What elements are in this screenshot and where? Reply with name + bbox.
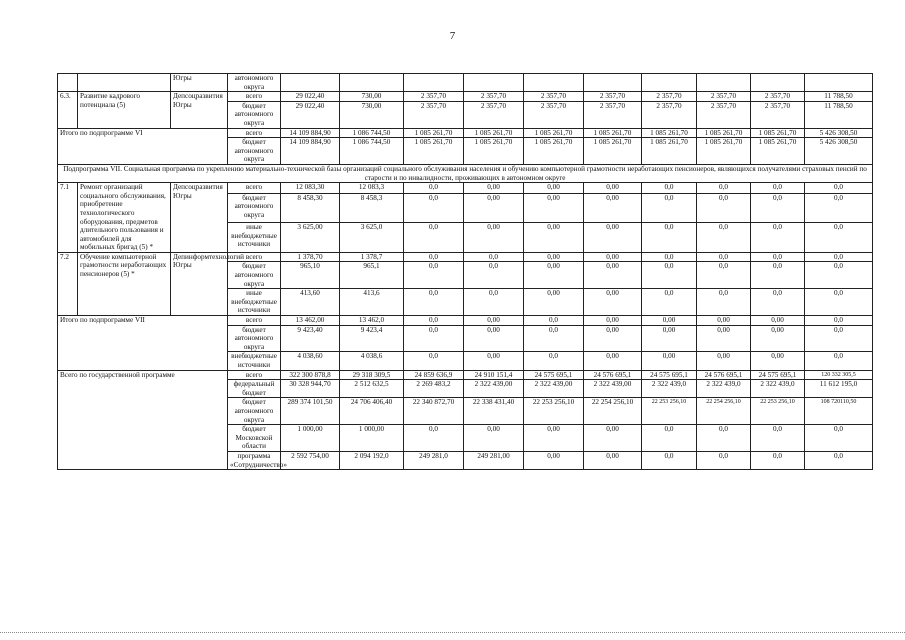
table-cell: 4 038,6	[340, 352, 404, 370]
table-cell: 0,0	[805, 252, 873, 262]
table-cell: 8 458,30	[281, 193, 340, 223]
table-cell: 24 575 695,1	[751, 370, 805, 380]
table-cell: 2 357,70	[404, 101, 464, 128]
table-cell: иные внебюджетные источники	[228, 223, 281, 253]
table-cell: 0,00	[584, 183, 642, 194]
table-cell: 2 357,70	[751, 101, 805, 128]
table-cell: 2 322 439,0	[697, 380, 751, 398]
table-row	[58, 74, 873, 92]
table-cell: 0,00	[642, 325, 697, 352]
table-cell: 0,0	[642, 223, 697, 253]
table-cell	[404, 74, 464, 92]
table-cell: 1 378,7	[340, 252, 404, 262]
table-cell: 0,0	[404, 252, 464, 262]
table-cell: 29 022,40	[281, 92, 340, 102]
table-cell: 2 357,70	[464, 92, 524, 102]
table-cell: 0,00	[751, 352, 805, 370]
table-cell: 289 374 101,50	[281, 398, 340, 425]
table-cell: Депсоцразвития Югры	[171, 183, 228, 253]
table-cell: 29 022,40	[281, 101, 340, 128]
table-cell: Подпрограмма VII. Социальная программа по укреплению материально-технической базы организаций социального обслуживания населения и обучению компьютерной грамотности неработающих пенсионеров, являющихся получателями страховых пенсий по старости и по инвалидности, проживающих в автономном округе	[58, 164, 873, 182]
table-cell: Всего по государственной программе	[58, 370, 228, 470]
table-cell: 22 254 256,10	[584, 398, 642, 425]
table-cell: 2 357,70	[404, 92, 464, 102]
table-cell: 22 253 256,10	[642, 398, 697, 425]
table-cell: 0,00	[697, 316, 751, 326]
table-cell: бюджет автономного округа	[228, 138, 281, 165]
table-cell: 0,00	[584, 325, 642, 352]
table-cell: 2 357,70	[584, 92, 642, 102]
table-cell: 24 576 695,1	[697, 370, 751, 380]
table-cell	[524, 74, 584, 92]
table-cell: 1 085 261,70	[464, 138, 524, 165]
table-cell: 1 085 261,70	[642, 138, 697, 165]
table-cell: 8 458,3	[340, 193, 404, 223]
table-cell: 1 085 261,70	[697, 128, 751, 138]
table-cell: 0,00	[642, 352, 697, 370]
table-cell: 2 322 439,00	[584, 380, 642, 398]
table-cell: 0,0	[697, 262, 751, 289]
table-cell: 0,00	[584, 289, 642, 316]
table-cell: 249 281,0	[404, 451, 464, 469]
table-cell: 0,0	[642, 451, 697, 469]
table-cell: всего	[228, 316, 281, 326]
table-cell: 3 625,0	[340, 223, 404, 253]
table-cell: 0,0	[464, 252, 524, 262]
table-cell: 0,0	[751, 193, 805, 223]
table-cell: 0,0	[642, 183, 697, 194]
table-cell	[340, 74, 404, 92]
table-cell	[584, 74, 642, 92]
table-cell: 0,00	[697, 352, 751, 370]
table-cell: 11 788,50	[805, 101, 873, 128]
table-cell: 0,0	[404, 262, 464, 289]
table-cell: 0,0	[805, 193, 873, 223]
table-cell: 6.3.	[58, 92, 78, 128]
table-cell: всего	[228, 370, 281, 380]
table-cell: 22 338 431,40	[464, 398, 524, 425]
table-cell: 0,0	[524, 325, 584, 352]
table-cell: 2 357,70	[642, 92, 697, 102]
table-cell: 249 281,00	[464, 451, 524, 469]
table-cell: 120 332 305,5	[805, 370, 873, 380]
table-cell: автономного округа	[228, 74, 281, 92]
table-cell: 22 253 256,10	[524, 398, 584, 425]
table-cell	[58, 74, 78, 92]
table-cell: 0,0	[642, 252, 697, 262]
table-cell: 0,0	[642, 193, 697, 223]
table-cell: 22 253 256,10	[751, 398, 805, 425]
table-cell: 0,00	[524, 425, 584, 452]
table-cell: 0,00	[524, 262, 584, 289]
table-cell: 0,0	[697, 252, 751, 262]
table-cell: 0,0	[404, 223, 464, 253]
table-cell: внебюджетные источники	[228, 352, 281, 370]
table-cell: 24 910 151,4	[464, 370, 524, 380]
table-cell: федеральный бюджет	[228, 380, 281, 398]
table-cell: 0,0	[642, 289, 697, 316]
table-cell: 0,00	[524, 252, 584, 262]
table-row	[58, 183, 873, 194]
scan-edge-line	[0, 632, 905, 633]
table-cell: 2 357,70	[524, 92, 584, 102]
table-cell: 2 592 754,00	[281, 451, 340, 469]
table-cell: 2 269 483,2	[404, 380, 464, 398]
table-cell: 5 426 308,50	[805, 138, 873, 165]
table-row	[58, 164, 873, 182]
table-cell: 0,0	[805, 316, 873, 326]
table-cell: 24 706 406,40	[340, 398, 404, 425]
table-cell: 413,60	[281, 289, 340, 316]
table-cell: 0,00	[464, 223, 524, 253]
table-cell	[642, 74, 697, 92]
table-cell: 0,0	[404, 183, 464, 194]
page-number: 7	[449, 30, 456, 42]
table-cell: 11 612 195,0	[805, 380, 873, 398]
table-cell: 730,00	[340, 101, 404, 128]
table-cell: 1 085 261,70	[697, 138, 751, 165]
table-row	[58, 92, 873, 102]
table-cell: 9 423,4	[340, 325, 404, 352]
table-cell: 22 340 872,70	[404, 398, 464, 425]
table-cell: 0,0	[464, 262, 524, 289]
table-cell: 0,0	[751, 262, 805, 289]
table-cell: программа «Сотрудничество»	[228, 451, 281, 469]
table-cell: 0,0	[751, 252, 805, 262]
table-cell: 2 357,70	[524, 101, 584, 128]
table-cell: 0,0	[524, 352, 584, 370]
table-cell: Обучение компьютерной грамотности неработающих пенсионеров (5) *	[78, 252, 171, 315]
table-cell: 0,0	[805, 425, 873, 452]
table-row	[58, 316, 873, 326]
table-cell: 12 083,3	[340, 183, 404, 194]
table-cell: 13 462,00	[281, 316, 340, 326]
table-cell: 0,0	[642, 425, 697, 452]
table-cell: 2 357,70	[697, 92, 751, 102]
table-cell: 2 357,70	[751, 92, 805, 102]
table-cell: 22 254 256,10	[697, 398, 751, 425]
table-cell: 2 322 439,00	[524, 380, 584, 398]
table-cell: бюджет автономного округа	[228, 325, 281, 352]
table-cell: 0,0	[524, 316, 584, 326]
table-cell: 0,00	[584, 425, 642, 452]
table-cell: 13 462,0	[340, 316, 404, 326]
table-cell: 0,00	[524, 183, 584, 194]
table-cell: 0,00	[751, 325, 805, 352]
table-cell: 0,0	[805, 183, 873, 194]
table-cell: 1 085 261,70	[404, 138, 464, 165]
table-cell: 1 086 744,50	[340, 128, 404, 138]
table-cell: 0,00	[584, 193, 642, 223]
table-cell: 2 357,70	[697, 101, 751, 128]
table-cell: 2 322 439,0	[751, 380, 805, 398]
table-cell: 0,00	[584, 451, 642, 469]
table-cell: 0,00	[584, 252, 642, 262]
table-cell: бюджет автономного округа	[228, 262, 281, 289]
table-cell: 1 085 261,70	[404, 128, 464, 138]
table-cell: 2 322 439,00	[464, 380, 524, 398]
table-cell: 0,0	[751, 289, 805, 316]
table-cell: всего	[228, 128, 281, 138]
table-cell: 24 575 695,1	[524, 370, 584, 380]
table-cell: 5 426 308,50	[805, 128, 873, 138]
table-cell: 29 318 309,5	[340, 370, 404, 380]
table-cell: 0,00	[697, 325, 751, 352]
table-cell	[697, 74, 751, 92]
table-cell: всего	[228, 252, 281, 262]
table-cell	[281, 74, 340, 92]
table-cell: 108 720110,50	[805, 398, 873, 425]
table-cell: 1 085 261,70	[584, 138, 642, 165]
table-cell: 0,0	[751, 425, 805, 452]
table-cell: 24 575 695,1	[642, 370, 697, 380]
table-cell: 0,0	[697, 183, 751, 194]
table-cell	[78, 74, 171, 92]
table-cell: 1 378,70	[281, 252, 340, 262]
table-cell: 1 085 261,70	[524, 138, 584, 165]
table-cell: 322 300 878,8	[281, 370, 340, 380]
table-cell: 0,00	[584, 352, 642, 370]
table-cell: 413,6	[340, 289, 404, 316]
table-cell: 0,0	[805, 262, 873, 289]
table-cell: всего	[228, 92, 281, 102]
table-cell: 3 625,00	[281, 223, 340, 253]
table-cell: 14 109 884,90	[281, 138, 340, 165]
table-cell: 2 357,70	[642, 101, 697, 128]
table-cell: 0,0	[404, 289, 464, 316]
table-cell: 0,00	[584, 223, 642, 253]
table-cell: 0,00	[464, 325, 524, 352]
table-cell: 0,00	[524, 289, 584, 316]
table-cell: 1 086 744,50	[340, 138, 404, 165]
table-cell: 0,0	[697, 451, 751, 469]
table-cell: 0,00	[464, 183, 524, 194]
table-cell: 1 085 261,70	[524, 128, 584, 138]
table-cell: 4 038,60	[281, 352, 340, 370]
table-cell: 0,00	[751, 316, 805, 326]
table-cell: 1 085 261,70	[751, 138, 805, 165]
table-cell: 2 322 439,0	[642, 380, 697, 398]
table-cell: 30 328 944,70	[281, 380, 340, 398]
table-cell: 0,00	[524, 193, 584, 223]
table-cell: 7.1	[58, 183, 78, 253]
table-row	[58, 370, 873, 380]
table-cell: всего	[228, 183, 281, 194]
table-cell: 2 357,70	[584, 101, 642, 128]
table-cell: 0,0	[697, 193, 751, 223]
table-cell: 1 085 261,70	[751, 128, 805, 138]
table-cell: 14 109 884,90	[281, 128, 340, 138]
table-cell: 0,0	[404, 325, 464, 352]
table-cell: 1 085 261,70	[642, 128, 697, 138]
table-cell: 2 357,70	[464, 101, 524, 128]
table-cell: Депсоцразвития Югры	[171, 92, 228, 128]
table-cell: 0,0	[697, 425, 751, 452]
table-cell: Югры	[171, 74, 228, 92]
table-cell: 0,0	[805, 451, 873, 469]
table-cell: 0,0	[404, 352, 464, 370]
table-cell: 0,00	[524, 223, 584, 253]
table-cell: 7.2	[58, 252, 78, 315]
table-cell: 0,00	[464, 352, 524, 370]
table-cell: 0,0	[805, 325, 873, 352]
table-cell: 0,00	[464, 316, 524, 326]
table-cell	[751, 74, 805, 92]
table-cell: 0,0	[464, 289, 524, 316]
table-cell: 1 000,00	[340, 425, 404, 452]
table-cell: 1 000,00	[281, 425, 340, 452]
table-cell: 11 788,50	[805, 92, 873, 102]
table-cell: Ремонт организаций социального обслуживания, приобретение технологического оборудования, предметов длительного пользования и автомобилей для мобильных бригад (5) *	[78, 183, 171, 253]
table-cell: 0,0	[805, 289, 873, 316]
table-cell: 0,0	[805, 223, 873, 253]
table-cell: 0,0	[404, 425, 464, 452]
table-cell: 1 085 261,70	[464, 128, 524, 138]
table-cell: 0,00	[584, 262, 642, 289]
table-cell: 0,00	[464, 425, 524, 452]
table-cell: 1 085 261,70	[584, 128, 642, 138]
table-cell: 24 859 636,9	[404, 370, 464, 380]
table-cell	[464, 74, 524, 92]
table-cell: бюджет автономного округа	[228, 398, 281, 425]
table-cell: 0,0	[642, 262, 697, 289]
table-cell: Итого по подпрограмме VII	[58, 316, 228, 371]
table-cell: 0,0	[697, 289, 751, 316]
table-cell: 0,0	[751, 451, 805, 469]
table-cell: Итого по подпрограмме VI	[58, 128, 228, 164]
table-cell: 0,0	[404, 316, 464, 326]
table-cell: 0,00	[642, 316, 697, 326]
table-cell: Развитие кадрового потенциала (5)	[78, 92, 171, 128]
table-cell: 0,0	[697, 223, 751, 253]
table-cell: 730,00	[340, 92, 404, 102]
table-cell: 2 512 632,5	[340, 380, 404, 398]
table-cell: 2 094 192,0	[340, 451, 404, 469]
table-cell	[805, 74, 873, 92]
table-cell: 965,10	[281, 262, 340, 289]
table-cell: 0,0	[805, 352, 873, 370]
table-cell: Депинформтехнологий Югры	[171, 252, 228, 315]
table-cell: бюджет автономного округа	[228, 193, 281, 223]
table-cell: 9 423,40	[281, 325, 340, 352]
table-row	[58, 252, 873, 262]
table-cell: 0,0	[404, 193, 464, 223]
table-cell: 0,00	[584, 316, 642, 326]
table-cell: 965,1	[340, 262, 404, 289]
table-row	[58, 128, 873, 138]
table-cell: иные внебюджетные источники	[228, 289, 281, 316]
table-cell: 0,0	[751, 223, 805, 253]
table-cell: бюджет автономного округа	[228, 101, 281, 128]
budget-table	[57, 73, 873, 470]
table-cell: 24 576 695,1	[584, 370, 642, 380]
table-cell: 0,00	[464, 193, 524, 223]
table-cell: 0,0	[751, 183, 805, 194]
table-cell: 0,00	[524, 451, 584, 469]
table-cell: 12 083,30	[281, 183, 340, 194]
table-cell: бюджет Московской области	[228, 425, 281, 452]
